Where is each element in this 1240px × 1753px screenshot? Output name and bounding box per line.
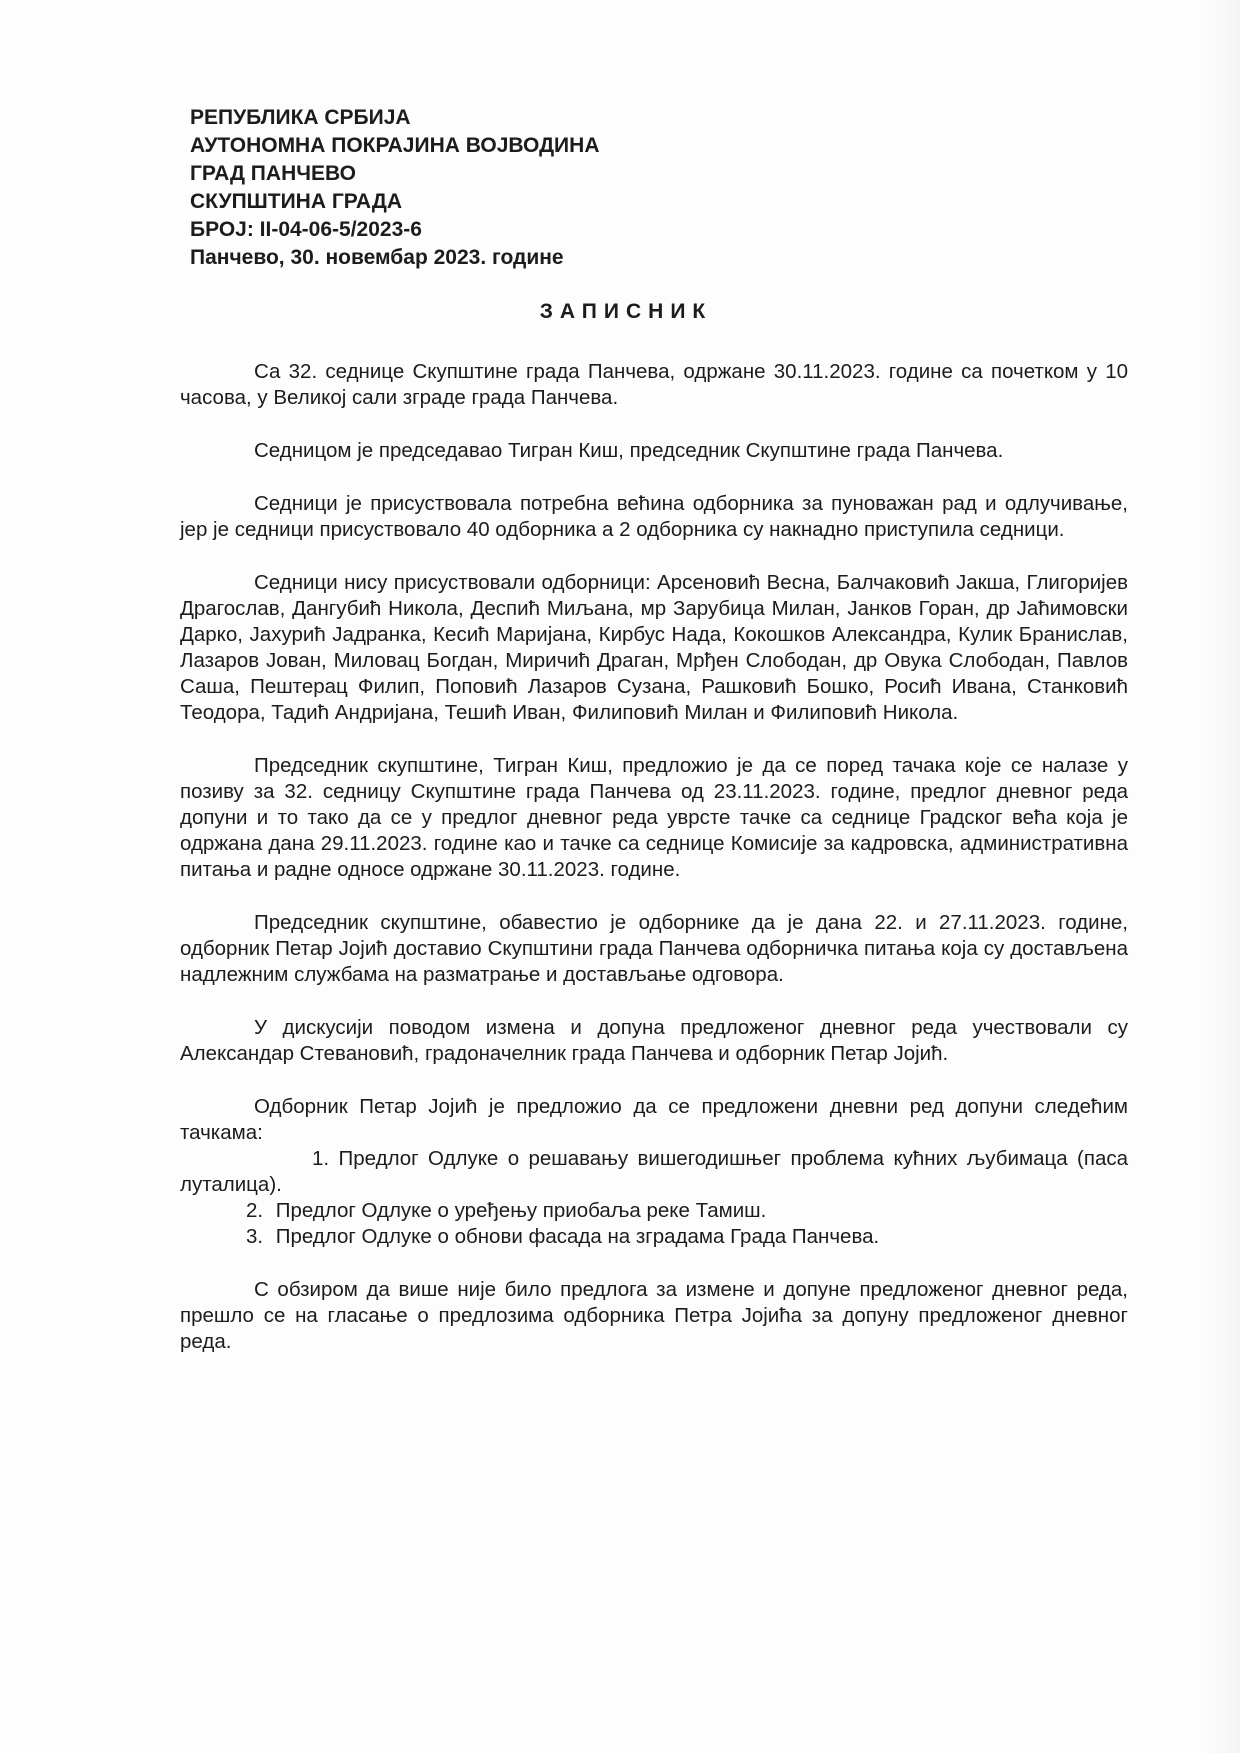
paragraph-session-intro: Са 32. седнице Скупштине града Панчева, одржане 30.11.2023. године са почетком у 10 часова, у Великој сали зграде града Панчева. (180, 360, 1128, 409)
header-reference-number: БРОЈ: II-04-06-5/2023-6 (190, 218, 422, 241)
list-item (180, 1198, 1128, 1224)
document-body (180, 359, 1128, 1382)
list-item-text: Предлог Одлуке о уређењу приобаља реке Тамиш. (275, 1199, 767, 1222)
list-item-number: 2. (246, 1199, 264, 1222)
paragraph-chair: Седницом је председавао Тигран Киш, председник Скупштине града Панчева. (254, 439, 1004, 462)
paragraph-discussion: У дискусији поводом измена и допуна предложеног дневног реда учествовали су Александар Стевановић, градоначелник града Панчева и одборник Петар Јојић. (180, 1016, 1128, 1065)
document-header (190, 104, 890, 272)
paragraph-quorum: Седници је присуствовала потребна већина одборника за пуноважан рад и одлучивање, јер је седници присуствовало 40 одборника а 2 одборника су накнадно приступила седници. (180, 492, 1128, 541)
list-item-number: 1. (312, 1147, 330, 1170)
paragraph-council-questions: Председник скупштине, обавестио је одборнике да је дана 22. и 27.11.2023. године, одборник Петар Јојић доставио Скупштини града Панчева одборничка питања која су достављена надлежним службама на разматрање и достављање одговора. (180, 911, 1128, 986)
header-province: АУТОНОМНА ПОКРАЈИНА ВОЈВОДИНА (190, 134, 600, 157)
paragraph-proposal-intro: Одборник Петар Јојић је предложио да се предложени дневни ред допуни следећим тачкама: (180, 1095, 1128, 1144)
list-item (180, 1224, 1128, 1250)
list-item-number: 3. (246, 1225, 264, 1248)
header-city: ГРАД ПАНЧЕВО (190, 162, 356, 185)
list-item (180, 1146, 1128, 1198)
list-item-text: Предлог Одлуке о решавању вишегодишњег проблема кућних љубимаца (паса луталица). (180, 1147, 1128, 1196)
header-assembly: СКУПШТИНА ГРАДА (190, 190, 402, 213)
paragraph-agenda-extension: Председник скупштине, Тигран Киш, предложио је да се поред тачака које се налазе у позиву за 32. седницу Скупштине града Панчева од 23.11.2023. године, предлог дневног реда допуни и то тако да се у предлог дневног реда уврсте тачке са седнице Градског већа која је одржана дана 29.11.2023. године као и тачке са седнице Комисије за кадровска, административна питања и радне односе одржане 30.11.2023. године. (180, 754, 1128, 881)
header-place-date: Панчево, 30. новембар 2023. године (190, 246, 564, 269)
proposals-list (180, 1146, 1128, 1250)
document-title: ЗАПИСНИК (539, 300, 713, 323)
paragraph-voting: С обзиром да више није било предлога за измене и допуне предложеног дневног реда, прешло се на гласање о предлозима одборника Петра Јојића за допуну предложеног дневног реда. (180, 1278, 1128, 1353)
header-country: РЕПУБЛИКА СРБИЈА (190, 106, 411, 129)
paragraph-absent-members: Седници нису присуствовали одборници: Арсеновић Весна, Балчаковић Јакша, Глигоријев Драгослав, Дангубић Никола, Деспић Миљана, мр Зарубица Милан, Јанков Горан, др Јаћимовски Дарко, Јахурић Јадранка, Кесић Маријана, Кирбус Нада, Кокошков Александра, Кулик Бранислав, Лазаров Јован, Миловац Богдан, Миричић Драган, Мрђен Слободан, др Овука Слободан, Павлов Саша, Пештерац Филип, Поповић Лазаров Сузана, Рашковић Бошко, Росић Ивана, Станковић Теодора, Тадић Андријана, Тешић Иван, Филиповић Милан и Филиповић Никола. (180, 571, 1128, 724)
list-item-text: Предлог Одлуке о обнови фасада на зградама Града Панчева. (275, 1225, 880, 1248)
